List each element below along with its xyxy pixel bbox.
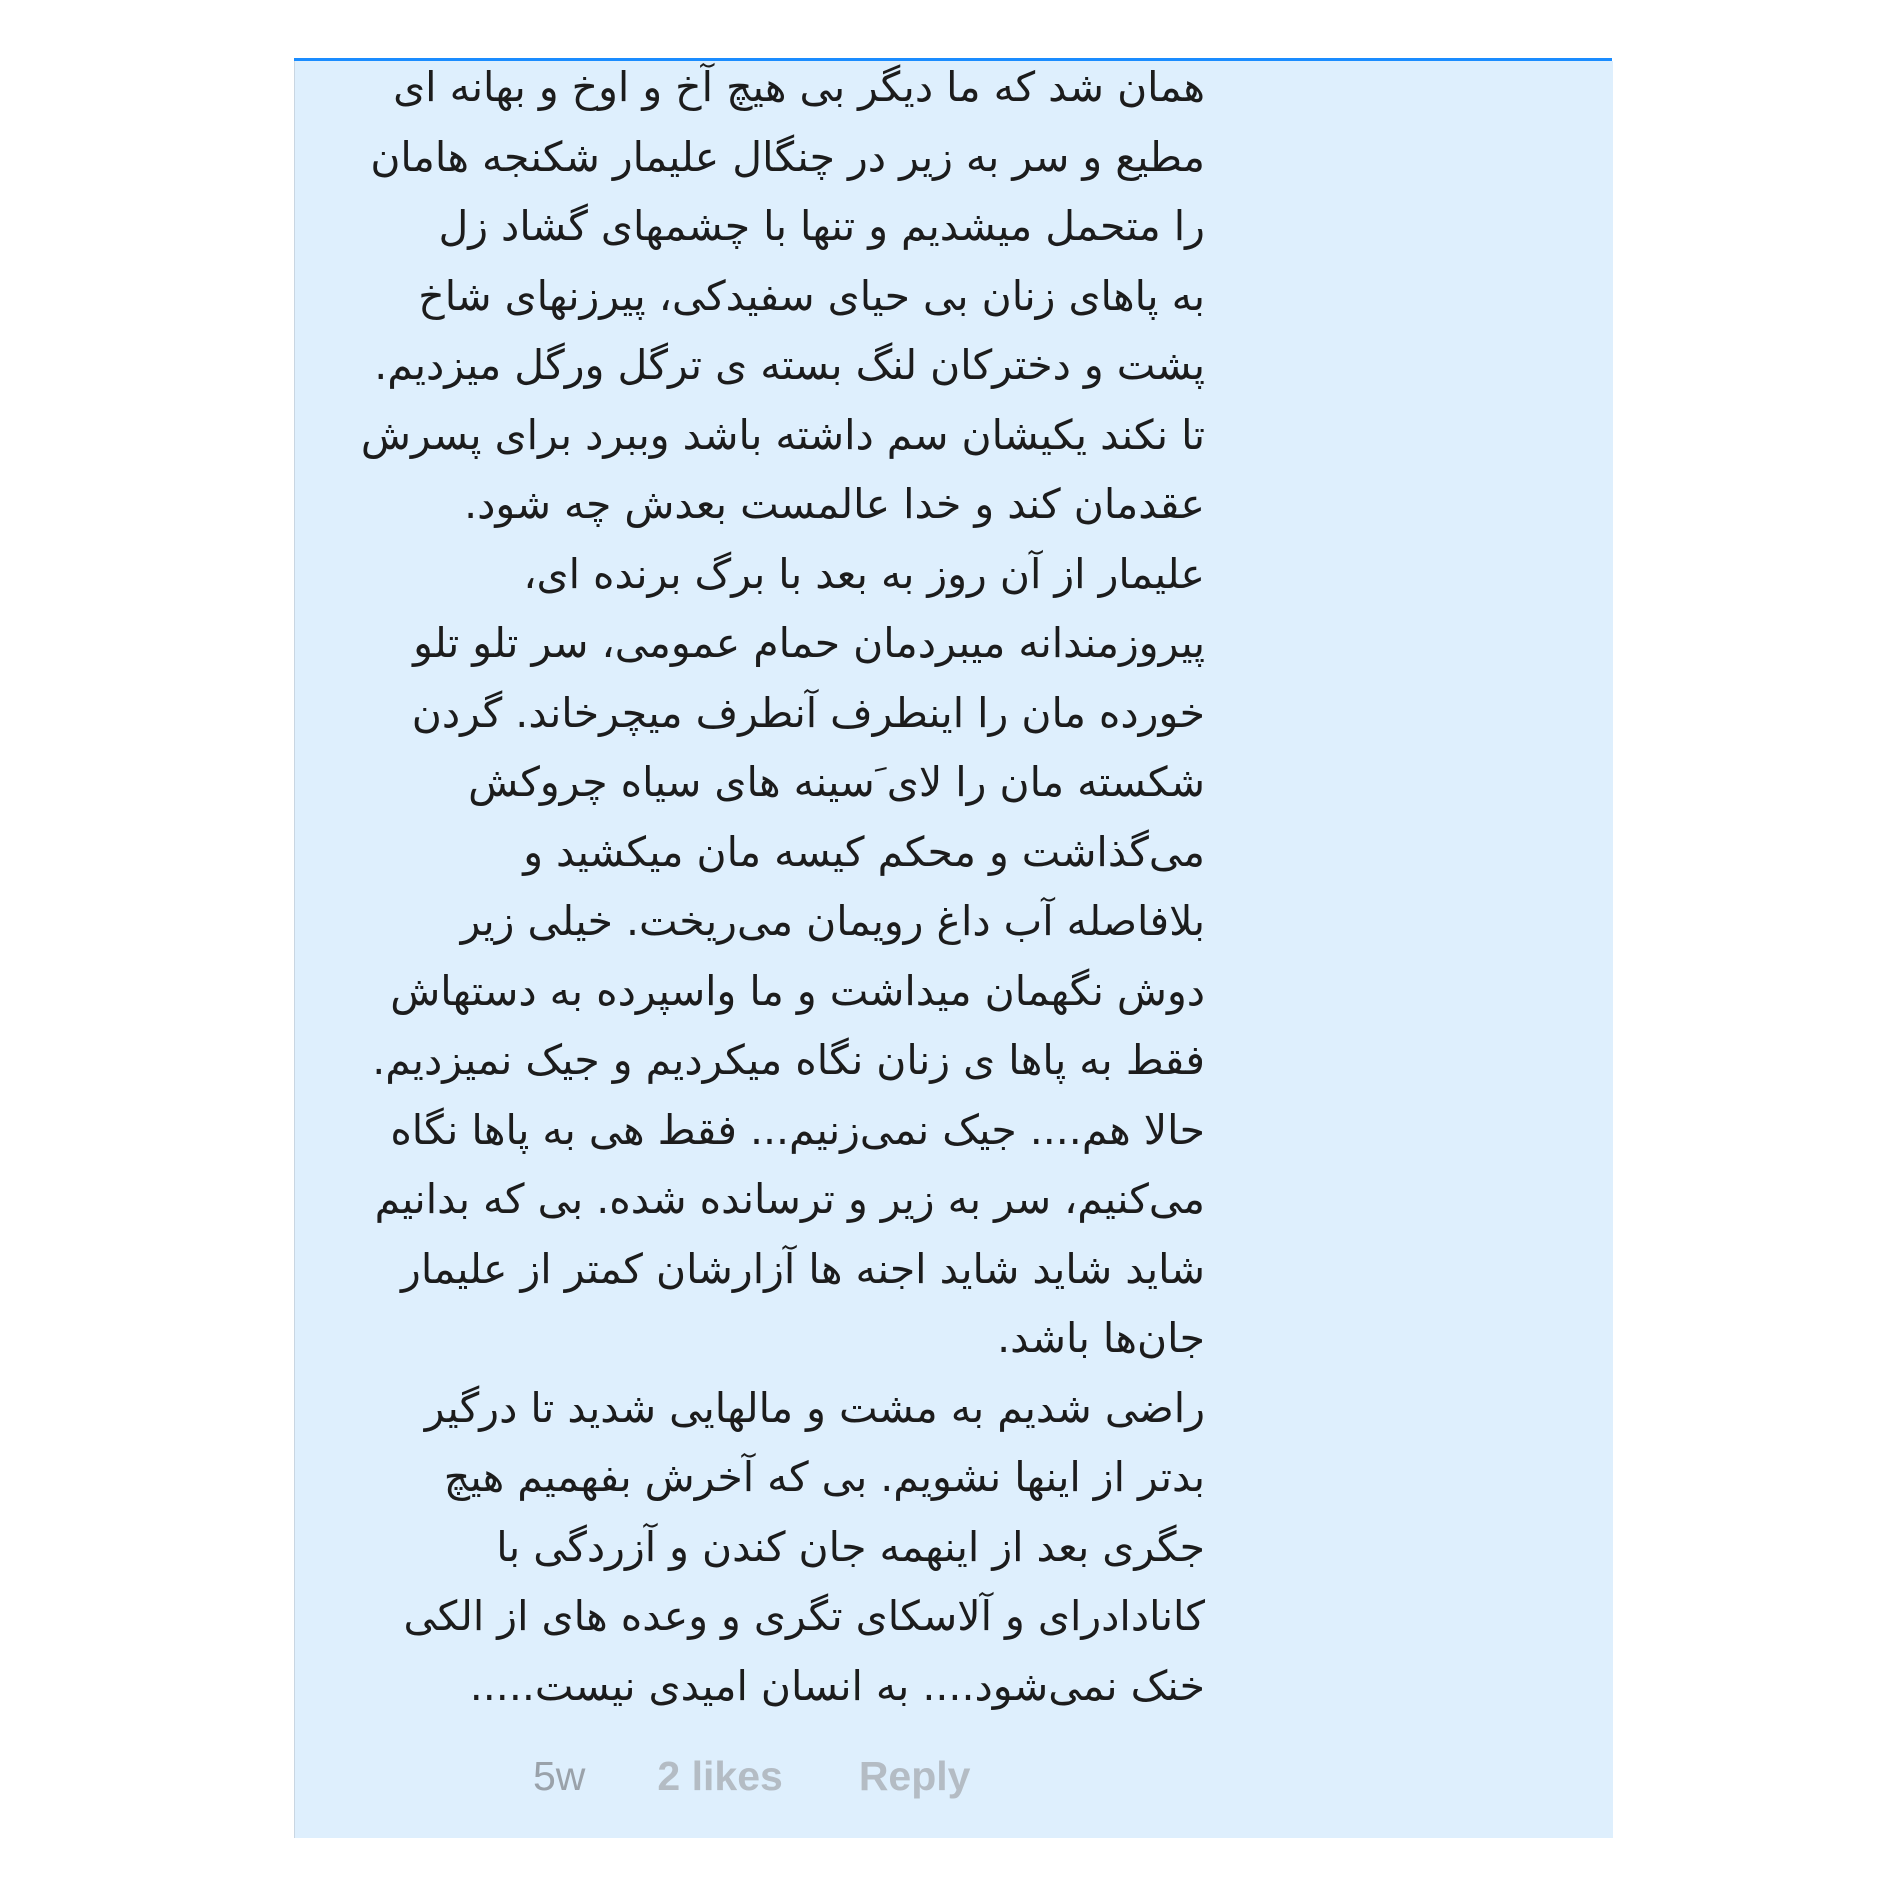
- comment-line-9: پیروزمندانه میبردمان حمام عمومی، سر تلو تلو: [413, 619, 1205, 667]
- comment-line-6: تا نکند یکیشان سم داشته باشد وببرد برای پسرش: [360, 410, 1205, 459]
- comment-card: [294, 61, 1613, 1838]
- reply-button[interactable]: Reply: [858, 1752, 971, 1799]
- comment-line-16: حالا هم.... جیک نمی‌زنیم... فقط هی به پاها نگاه: [390, 1105, 1205, 1154]
- likes-count-link[interactable]: 2 likes: [657, 1752, 783, 1799]
- comment-line-15: فقط به پاها ی زنان نگاه میکردیم و جیک نمیزدیم.: [372, 1036, 1205, 1084]
- comment-meta-row: [533, 1746, 970, 1806]
- comment-line-10: خورده مان را اینطرف آنطرف میچرخاند. گردن: [411, 688, 1205, 737]
- comment-body: [360, 61, 1205, 1721]
- comment-line-17: می‌کنیم، سر به زیر و ترسانده شده. بی که بدانیم: [374, 1175, 1205, 1223]
- comment-line-2: مطیع و سر به زیر در چنگال علیمار شکنجه هامان: [370, 132, 1205, 181]
- comment-line-3: را متحمل میشدیم و تنها با چشمهای گشاد زل: [438, 202, 1205, 250]
- comment-line-18: شاید شاید شاید اجنه ها آزارشان کمتر از علیمار: [401, 1244, 1205, 1293]
- comment-line-12: می‌گذاشت و محکم کیسه مان میکشید و: [523, 827, 1205, 876]
- comment-line-13: بلافاصله آب داغ رویمان می‌ریخت. خیلی زیر: [460, 897, 1205, 945]
- comment-line-1: همان شد که ما دیگر بی هیچ آخ و اوخ و بهانه ای: [393, 63, 1205, 111]
- comment-timestamp: 5w: [533, 1752, 586, 1799]
- comment-line-20: راضی شدیم به مشت و مالهایی شدید تا درگیر: [424, 1383, 1205, 1432]
- comment-line-11: شکسته مان را لای َسینه های سیاه چروکش: [468, 758, 1205, 806]
- comment-line-24: خنک نمی‌شود.... به انسان امیدی نیست.....: [469, 1661, 1205, 1710]
- comment-line-21: بدتر از اینها نشویم. بی که آخرش بفهمیم هیچ: [443, 1453, 1205, 1501]
- comment-line-5: پشت و دخترکان لنگ بسته ی ترگل ورگل میزدیم.: [374, 341, 1205, 389]
- comment-line-7: عقدمان کند و خدا عالمست بعدش چه شود.: [464, 480, 1205, 528]
- comment-line-23: کانادادرای و آلاسکای تگری و وعده های از الکی: [403, 1592, 1205, 1640]
- comment-line-8: علیمار از آن روز به بعد با برگ برنده ای،: [523, 549, 1205, 598]
- comment-line-19: جان‌ها باشد.: [997, 1314, 1205, 1362]
- comment-line-22: جگری بعد از اینهمه جان کندن و آزردگی با: [496, 1522, 1205, 1571]
- comment-line-4: به پاهای زنان بی حیای سفیدکی، پیرزنهای شاخ: [418, 271, 1205, 320]
- comment-line-14: دوش نگهمان میداشت و ما واسپرده به دستهاش: [390, 966, 1205, 1015]
